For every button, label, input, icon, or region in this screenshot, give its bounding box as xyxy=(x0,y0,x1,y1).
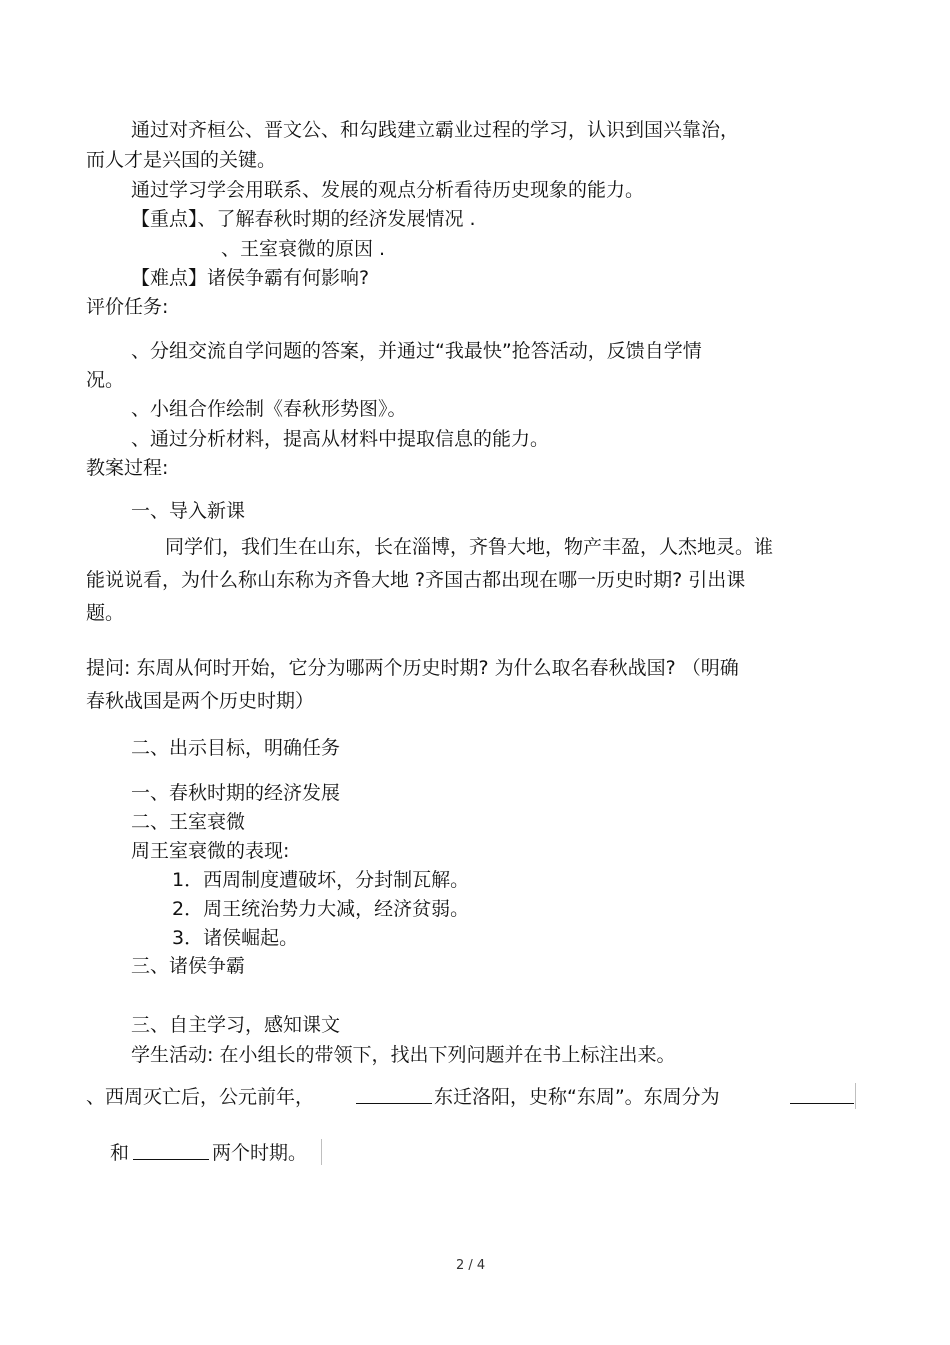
key-point-heading: 【重点】、了解春秋时期的经济发展情况 . xyxy=(131,208,476,230)
outline-item: 一、春秋时期的经济发展 xyxy=(131,782,341,804)
subsection-heading: 三、自主学习，感知课文 xyxy=(131,1014,341,1036)
subsection-heading: 二、出示目标，明确任务 xyxy=(131,737,341,759)
text-line: 、小组合作绘制《春秋形势图》。 xyxy=(131,398,407,420)
section-heading-process: 教案过程: xyxy=(86,457,169,479)
answer-blank xyxy=(133,1141,209,1166)
text-line: 而人才是兴国的关键。 xyxy=(86,149,277,171)
text-line: 况。 xyxy=(86,369,125,391)
outline-item: 三、诸侯争霸 xyxy=(131,955,246,977)
text-cursor-mark xyxy=(855,1083,856,1109)
question-text: 提问: 东周从何时开始，它分为哪两个历史时期? 为什么取名春秋战国? （明确 xyxy=(86,657,739,679)
text-cursor-mark xyxy=(321,1139,322,1165)
text-line: 通过对齐桓公、晋文公、和勾践建立霸业过程的学习，认识到国兴靠治， xyxy=(131,119,740,141)
answer-blank xyxy=(790,1085,854,1110)
subsection-heading: 一、导入新课 xyxy=(131,500,246,522)
outline-item: 二、王室衰微 xyxy=(131,811,246,833)
section-heading-evaluation: 评价任务: xyxy=(86,296,169,318)
question-part: 两个时期。 xyxy=(212,1142,308,1164)
question-part: 、西周灭亡后，公元前年， xyxy=(86,1086,315,1108)
list-item: 2．周王统治势力大减，经济贫弱。 xyxy=(172,898,470,920)
text-line: 、分组交流自学问题的答案，并通过“我最快”抢答活动，反馈自学情 xyxy=(131,340,702,362)
question-part: 东迁洛阳，史称“东周”。东周分为 xyxy=(434,1086,720,1108)
difficulty-heading: 【难点】诸侯争霸有何影响? xyxy=(131,267,370,289)
key-point-item: 、王室衰微的原因 . xyxy=(221,238,386,260)
answer-blank xyxy=(356,1085,432,1110)
text-line: 能说说看，为什么称山东称为齐鲁大地 ?齐国古都出现在哪一历史时期? 引出课 xyxy=(86,569,746,591)
page-number: 2 / 4 xyxy=(456,1258,486,1273)
list-item: 1．西周制度遭破坏，分封制瓦解。 xyxy=(172,869,470,891)
question-part: 和 xyxy=(110,1142,130,1164)
text-line: 通过学习学会用联系、发展的观点分析看待历史现象的能力。 xyxy=(131,179,645,201)
list-item: 3．诸侯崛起。 xyxy=(172,927,299,949)
text-line: 、通过分析材料，提高从材料中提取信息的能力。 xyxy=(131,428,550,450)
text-line: 同学们，我们生在山东，长在淄博，齐鲁大地，物产丰盈，人杰地灵。谁 xyxy=(165,536,774,558)
outline-item: 周王室衰微的表现: xyxy=(131,840,290,862)
text-line: 学生活动: 在小组长的带领下，找出下列问题并在书上标注出来。 xyxy=(131,1044,676,1066)
text-line: 题。 xyxy=(86,602,125,624)
question-text: 春秋战国是两个历史时期） xyxy=(86,690,315,712)
